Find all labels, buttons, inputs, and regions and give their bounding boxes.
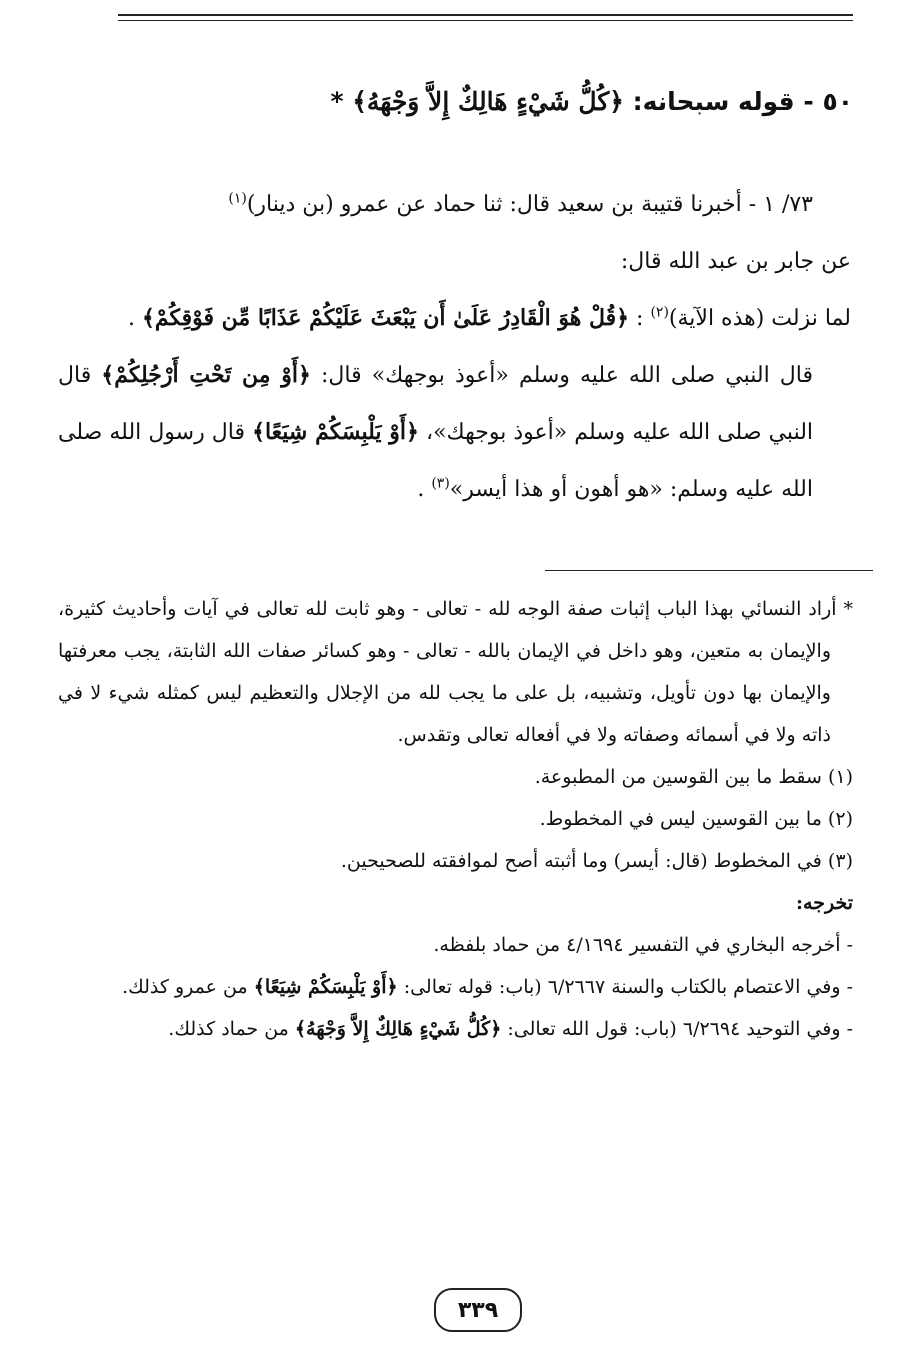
footnote-separator bbox=[545, 570, 873, 571]
takhrij-1: - أخرجه البخاري في التفسير ٤/١٦٩٤ من حماد بلفظه. bbox=[433, 934, 853, 956]
takhrij-2 bbox=[58, 966, 853, 1008]
top-rule-thin bbox=[118, 20, 853, 21]
footnote-ref-1: (١) bbox=[228, 190, 247, 207]
text-span: : bbox=[629, 306, 651, 331]
takhrij-title: تخرجه: bbox=[796, 892, 853, 914]
quran-verse: ﴿أَوْ مِن تَحْتِ أَرْجُلِكُمْ﴾ bbox=[101, 362, 311, 388]
quran-verse: ﴿قُلْ هُوَ الْقَادِرُ عَلَىٰ أَن يَبْعَثَ عَلَيْكُمْ عَذَابًا مِّن فَوْقِكُمْ﴾ bbox=[141, 305, 630, 331]
footnotes bbox=[58, 588, 853, 1050]
quran-verse: ﴿كُلُّ شَيْءٍ هَالِكٌ إِلاَّ وَجْهَهُ﴾ bbox=[294, 1018, 502, 1040]
text-span: - وفي الاعتصام بالكتاب والسنة ٦/٢٦٦٧ (باب: قوله تعالى: bbox=[397, 976, 853, 998]
text-span: . bbox=[127, 306, 142, 331]
heading-verse: ﴿كُلُّ شَيْءٍ هَالِكٌ إِلاَّ وَجْهَهُ﴾ bbox=[352, 87, 624, 116]
text-span: قال رسول الله صلى الله عليه وسلم: «هو أهون أو هذا أيسر» bbox=[58, 420, 813, 502]
heading-star: * bbox=[330, 87, 344, 116]
isnad-text: ٧٣/ ١ - أخبرنا قتيبة بن سعيد قال: ثنا حماد عن عمرو (بن دينار) bbox=[246, 192, 813, 217]
hadith-line-1 bbox=[58, 176, 851, 233]
text-span: . bbox=[417, 477, 432, 502]
quran-verse: ﴿أَوْ يَلْبِسَكُمْ شِيَعًا﴾ bbox=[252, 419, 419, 445]
hadith-paragraph-2 bbox=[58, 290, 851, 347]
footnote-ref-2: (٢) bbox=[650, 304, 669, 321]
footnote-star: * أراد النسائي بهذا الباب إثبات صفة الوجه لله - تعالى - وهو ثابت لله تعالى في آيات وأحاديث كثيرة، والإيمان به متعين، وهو داخل في الإيمان بالله - تعالى - وهو كسائر صفات الله الثابتة، يجب معرفتها والإيمان بها دون تأويل، وتشبيه، بل على ما يجب لله من الإجلال والتعظيم ليس كمثله شيء لا في ذاته ولا في أسمائه وصفاته ولا في أفعاله تعالى وتقدس. bbox=[58, 598, 853, 746]
section-heading bbox=[60, 82, 853, 122]
footnote-2: (٢) ما بين القوسين ليس في المخطوط. bbox=[539, 808, 853, 830]
top-rule bbox=[118, 14, 853, 16]
hadith-line-2: عن جابر بن عبد الله قال: bbox=[620, 249, 851, 274]
text-span: قال النبي صلى الله عليه وسلم «أعوذ بوجهك»، bbox=[58, 363, 814, 445]
text-span: لما نزلت (هذه الآية) bbox=[668, 306, 851, 331]
quran-verse: ﴿أَوْ يَلْبِسَكُمْ شِيَعًا﴾ bbox=[253, 976, 398, 998]
hadith-paragraph-3 bbox=[58, 347, 851, 518]
footnote-3: (٣) في المخطوط (قال: أيسر) وما أثبته أصح لموافقته للصحيحين. bbox=[340, 850, 853, 872]
text-span: قال النبي صلى الله عليه وسلم «أعوذ بوجهك» قال: bbox=[310, 363, 813, 388]
text-span: - وفي التوحيد ٦/٢٦٩٤ (باب: قول الله تعالى: bbox=[501, 1018, 853, 1040]
heading-label: قوله سبحانه: bbox=[632, 87, 795, 116]
footnote-1: (١) سقط ما بين القوسين من المطبوعة. bbox=[534, 766, 853, 788]
footnote-ref-3: (٣) bbox=[431, 475, 450, 492]
hadith-text bbox=[58, 176, 851, 518]
takhrij-3 bbox=[58, 1008, 853, 1050]
heading-number: ٥٠ - bbox=[803, 87, 853, 116]
text-span: من حماد كذلك. bbox=[168, 1018, 295, 1040]
text-span: من عمرو كذلك. bbox=[122, 976, 254, 998]
page-number: ٣٣٩ bbox=[434, 1288, 522, 1332]
